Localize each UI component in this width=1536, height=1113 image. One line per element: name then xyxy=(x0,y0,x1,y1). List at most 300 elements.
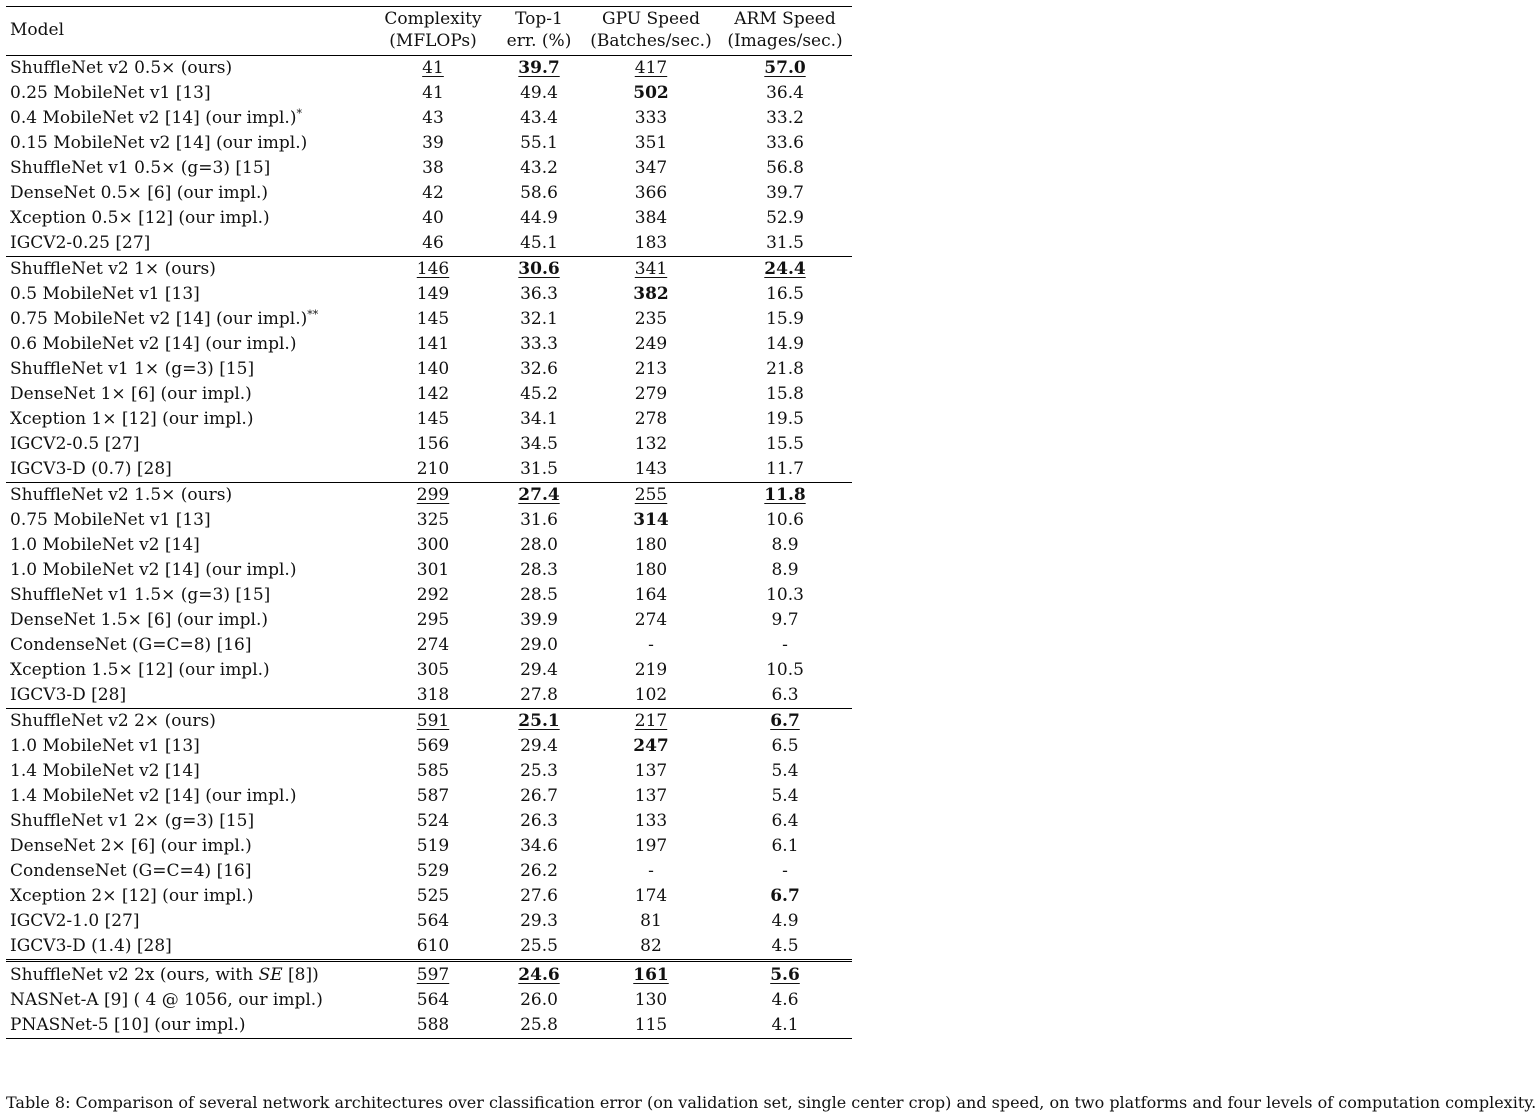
cell-model xyxy=(6,1013,372,1039)
table-row xyxy=(6,231,852,257)
cell-gpu xyxy=(584,156,718,181)
cell-model xyxy=(6,357,372,382)
model-name: 0.75 MobileNet v1 [13] xyxy=(10,510,211,530)
cell-value: 5.4 xyxy=(771,786,799,806)
cell-complexity xyxy=(372,658,494,683)
cell-value: 133 xyxy=(634,811,668,831)
cell-model xyxy=(6,884,372,909)
table-row xyxy=(6,784,852,809)
cell-top1 xyxy=(494,683,584,709)
cell-arm xyxy=(718,934,852,961)
cell-value: 33.3 xyxy=(520,334,558,354)
table-row xyxy=(6,257,852,283)
cell-arm xyxy=(718,709,852,735)
table-row xyxy=(6,483,852,509)
cell-arm xyxy=(718,307,852,332)
cell-top1 xyxy=(494,934,584,961)
cell-gpu xyxy=(584,608,718,633)
cell-value: 27.8 xyxy=(520,685,558,705)
model-name: IGCV2-0.25 [27] xyxy=(10,233,151,253)
cell-value: 82 xyxy=(640,936,662,956)
cell-complexity xyxy=(372,961,494,989)
table-row xyxy=(6,282,852,307)
cell-value: 564 xyxy=(416,911,450,931)
cell-value: - xyxy=(782,861,788,881)
cell-value: 384 xyxy=(634,208,668,228)
cell-arm xyxy=(718,558,852,583)
cell-value: 9.7 xyxy=(771,610,799,630)
cell-top1 xyxy=(494,181,584,206)
cell-model xyxy=(6,156,372,181)
model-name: ShuffleNet v2 0.5× (ours) xyxy=(10,58,233,78)
table-row xyxy=(6,608,852,633)
cell-value: 34.1 xyxy=(520,409,558,429)
cell-gpu xyxy=(584,407,718,432)
cell-gpu xyxy=(584,131,718,156)
cell-arm xyxy=(718,81,852,106)
cell-top1 xyxy=(494,583,584,608)
cell-value: 145 xyxy=(416,309,450,329)
cell-gpu xyxy=(584,307,718,332)
model-name-part: [8]) xyxy=(282,965,319,985)
cell-top1 xyxy=(494,483,584,509)
cell-value: 279 xyxy=(634,384,668,404)
cell-value: 197 xyxy=(634,836,668,856)
cell-value: 44.9 xyxy=(520,208,558,228)
cell-gpu xyxy=(584,483,718,509)
header-arm-speed xyxy=(718,7,852,56)
table-row xyxy=(6,81,852,106)
cell-value: 5.6 xyxy=(770,965,800,985)
cell-value: 180 xyxy=(634,560,668,580)
comparison-table xyxy=(6,6,852,1039)
model-name: CondenseNet (G=C=4) [16] xyxy=(10,861,252,881)
final-row-group xyxy=(6,961,852,1039)
cell-value: 292 xyxy=(416,585,450,605)
model-name: Xception 2× [12] (our impl.) xyxy=(10,886,254,906)
cell-value: 15.8 xyxy=(766,384,804,404)
cell-top1 xyxy=(494,457,584,483)
cell-top1 xyxy=(494,156,584,181)
cell-value: 11.8 xyxy=(764,485,806,505)
table-row xyxy=(6,357,852,382)
cell-value: 255 xyxy=(634,485,668,505)
model-name: ShuffleNet v1 2× (g=3) [15] xyxy=(10,811,255,831)
row-group xyxy=(6,483,852,709)
cell-gpu xyxy=(584,834,718,859)
cell-top1 xyxy=(494,206,584,231)
cell-top1 xyxy=(494,809,584,834)
cell-gpu xyxy=(584,658,718,683)
table-row xyxy=(6,1013,852,1039)
cell-value: 33.2 xyxy=(766,108,804,128)
cell-value: 34.6 xyxy=(520,836,558,856)
cell-value: 137 xyxy=(634,761,668,781)
cell-model xyxy=(6,859,372,884)
cell-value: 299 xyxy=(416,485,450,505)
cell-model xyxy=(6,81,372,106)
cell-value: 43.2 xyxy=(520,158,558,178)
table-row xyxy=(6,457,852,483)
cell-gpu xyxy=(584,859,718,884)
cell-model xyxy=(6,633,372,658)
model-name: DenseNet 1× [6] (our impl.) xyxy=(10,384,252,404)
cell-model xyxy=(6,457,372,483)
cell-arm xyxy=(718,834,852,859)
cell-model xyxy=(6,332,372,357)
cell-value: 26.7 xyxy=(520,786,558,806)
cell-model xyxy=(6,257,372,283)
cell-model xyxy=(6,683,372,709)
cell-top1 xyxy=(494,834,584,859)
model-name: 0.15 MobileNet v2 [14] (our impl.) xyxy=(10,133,308,153)
cell-model xyxy=(6,231,372,257)
cell-complexity xyxy=(372,558,494,583)
cell-value: 26.0 xyxy=(520,990,558,1010)
cell-model xyxy=(6,658,372,683)
cell-model xyxy=(6,784,372,809)
model-name: ShuffleNet v1 0.5× (g=3) [15] xyxy=(10,158,271,178)
model-name: ShuffleNet v2 2× (ours) xyxy=(10,711,216,731)
cell-value: 28.0 xyxy=(520,535,558,555)
cell-value: 57.0 xyxy=(764,58,806,78)
cell-value: 26.3 xyxy=(520,811,558,831)
cell-value: 15.9 xyxy=(766,309,804,329)
cell-model xyxy=(6,533,372,558)
cell-value: 278 xyxy=(634,409,668,429)
cell-gpu xyxy=(584,784,718,809)
cell-complexity xyxy=(372,483,494,509)
cell-gpu xyxy=(584,332,718,357)
model-name: CondenseNet (G=C=8) [16] xyxy=(10,635,252,655)
cell-top1 xyxy=(494,257,584,283)
cell-complexity xyxy=(372,1013,494,1039)
cell-value: 180 xyxy=(634,535,668,555)
cell-value: 274 xyxy=(416,635,450,655)
cell-value: 140 xyxy=(416,359,450,379)
model-name: 0.75 MobileNet v2 [14] (our impl.) xyxy=(10,309,308,329)
cell-value: 16.5 xyxy=(766,284,804,304)
cell-model xyxy=(6,988,372,1013)
cell-complexity xyxy=(372,206,494,231)
cell-value: 141 xyxy=(416,334,450,354)
cell-arm xyxy=(718,407,852,432)
footnote-marker: ** xyxy=(307,308,319,321)
cell-complexity xyxy=(372,734,494,759)
cell-gpu xyxy=(584,809,718,834)
cell-complexity xyxy=(372,683,494,709)
cell-value: 29.0 xyxy=(520,635,558,655)
table-row xyxy=(6,558,852,583)
cell-model xyxy=(6,508,372,533)
cell-value: 31.5 xyxy=(520,459,558,479)
cell-value: 10.6 xyxy=(766,510,804,530)
header-model: Model xyxy=(10,20,65,40)
cell-value: - xyxy=(648,861,654,881)
cell-model xyxy=(6,909,372,934)
cell-value: 145 xyxy=(416,409,450,429)
footnote-marker: * xyxy=(296,107,302,120)
model-name: DenseNet 0.5× [6] (our impl.) xyxy=(10,183,269,203)
cell-model xyxy=(6,583,372,608)
cell-complexity xyxy=(372,834,494,859)
cell-arm xyxy=(718,457,852,483)
cell-model xyxy=(6,709,372,735)
cell-model xyxy=(6,834,372,859)
model-name: ShuffleNet v2 1.5× (ours) xyxy=(10,485,233,505)
table-row xyxy=(6,583,852,608)
header-complexity-line1: Complexity xyxy=(384,9,482,29)
table-row xyxy=(6,332,852,357)
cell-value: 164 xyxy=(634,585,668,605)
cell-top1 xyxy=(494,859,584,884)
cell-arm xyxy=(718,784,852,809)
header-complexity-line2: (MFLOPs) xyxy=(389,31,477,51)
cell-complexity xyxy=(372,934,494,961)
cell-value: 115 xyxy=(634,1015,668,1035)
cell-value: 174 xyxy=(634,886,668,906)
cell-complexity xyxy=(372,633,494,658)
cell-value: 8.9 xyxy=(771,560,799,580)
cell-value: 31.6 xyxy=(520,510,558,530)
cell-top1 xyxy=(494,988,584,1013)
cell-value: 21.8 xyxy=(766,359,804,379)
cell-value: 27.4 xyxy=(518,485,560,505)
cell-arm xyxy=(718,683,852,709)
cell-value: 10.3 xyxy=(766,585,804,605)
cell-gpu xyxy=(584,106,718,131)
cell-value: 46 xyxy=(422,233,444,253)
cell-arm xyxy=(718,483,852,509)
cell-value: 210 xyxy=(416,459,450,479)
cell-gpu xyxy=(584,583,718,608)
cell-arm xyxy=(718,633,852,658)
cell-complexity xyxy=(372,332,494,357)
cell-complexity xyxy=(372,307,494,332)
cell-value: 235 xyxy=(634,309,668,329)
cell-complexity xyxy=(372,156,494,181)
cell-model xyxy=(6,56,372,82)
model-name: DenseNet 2× [6] (our impl.) xyxy=(10,836,252,856)
cell-value: 146 xyxy=(416,259,450,279)
model-name: 1.4 MobileNet v2 [14] (our impl.) xyxy=(10,786,297,806)
model-name: 0.6 MobileNet v2 [14] (our impl.) xyxy=(10,334,297,354)
cell-value: 32.6 xyxy=(520,359,558,379)
table-row xyxy=(6,633,852,658)
cell-gpu xyxy=(584,206,718,231)
cell-top1 xyxy=(494,909,584,934)
cell-model xyxy=(6,608,372,633)
cell-arm xyxy=(718,131,852,156)
cell-model xyxy=(6,961,372,989)
cell-value: 587 xyxy=(416,786,450,806)
cell-value: 300 xyxy=(416,535,450,555)
cell-arm xyxy=(718,56,852,82)
cell-value: 49.4 xyxy=(520,83,558,103)
cell-value: 183 xyxy=(634,233,668,253)
header-arm-line2: (Images/sec.) xyxy=(727,31,843,51)
cell-gpu xyxy=(584,961,718,989)
cell-arm xyxy=(718,608,852,633)
cell-value: 149 xyxy=(416,284,450,304)
cell-arm xyxy=(718,156,852,181)
cell-value: 52.9 xyxy=(766,208,804,228)
cell-value: 19.5 xyxy=(766,409,804,429)
cell-model xyxy=(6,934,372,961)
cell-value: 41 xyxy=(422,58,444,78)
cell-complexity xyxy=(372,884,494,909)
model-name: Xception 1× [12] (our impl.) xyxy=(10,409,254,429)
cell-value: 26.2 xyxy=(520,861,558,881)
header-gpu-line2: (Batches/sec.) xyxy=(590,31,712,51)
cell-top1 xyxy=(494,131,584,156)
cell-gpu xyxy=(584,734,718,759)
cell-model xyxy=(6,282,372,307)
cell-value: 8.9 xyxy=(771,535,799,555)
cell-value: 11.7 xyxy=(766,459,804,479)
table-row xyxy=(6,156,852,181)
cell-value: 4.9 xyxy=(771,911,799,931)
cell-top1 xyxy=(494,1013,584,1039)
cell-complexity xyxy=(372,709,494,735)
cell-gpu xyxy=(584,709,718,735)
cell-complexity xyxy=(372,608,494,633)
cell-complexity xyxy=(372,231,494,257)
cell-top1 xyxy=(494,658,584,683)
model-name: 0.4 MobileNet v2 [14] (our impl.) xyxy=(10,108,297,128)
header-complexity xyxy=(372,7,494,56)
model-name: ShuffleNet v1 1.5× (g=3) [15] xyxy=(10,585,271,605)
cell-gpu xyxy=(584,181,718,206)
cell-complexity xyxy=(372,988,494,1013)
cell-top1 xyxy=(494,357,584,382)
cell-top1 xyxy=(494,734,584,759)
cell-top1 xyxy=(494,332,584,357)
cell-top1 xyxy=(494,282,584,307)
cell-value: 14.9 xyxy=(766,334,804,354)
header-top1-line1: Top-1 xyxy=(515,9,563,29)
table-row xyxy=(6,206,852,231)
cell-value: 274 xyxy=(634,610,668,630)
cell-value: 43.4 xyxy=(520,108,558,128)
cell-gpu xyxy=(584,683,718,709)
cell-value: 588 xyxy=(416,1015,450,1035)
cell-arm xyxy=(718,181,852,206)
cell-arm xyxy=(718,759,852,784)
cell-complexity xyxy=(372,81,494,106)
cell-gpu xyxy=(584,533,718,558)
cell-value: - xyxy=(782,635,788,655)
table-caption: Table 8: Comparison of several network architectures over classification error (on validation set, single center crop) and speed, on two platforms and four levels of computation complexity. xyxy=(6,1093,1536,1112)
cell-value: 525 xyxy=(416,886,450,906)
cell-complexity xyxy=(372,583,494,608)
model-name: IGCV3-D (0.7) [28] xyxy=(10,459,172,479)
cell-arm xyxy=(718,1013,852,1039)
cell-value: 42 xyxy=(422,183,444,203)
cell-complexity xyxy=(372,909,494,934)
cell-value: 4.1 xyxy=(771,1015,799,1035)
cell-arm xyxy=(718,106,852,131)
table-row xyxy=(6,734,852,759)
cell-value: 24.4 xyxy=(764,259,806,279)
model-name: 1.0 MobileNet v2 [14] (our impl.) xyxy=(10,560,297,580)
table-row xyxy=(6,658,852,683)
cell-value: 6.5 xyxy=(771,736,799,756)
cell-value: 301 xyxy=(416,560,450,580)
model-name: IGCV3-D [28] xyxy=(10,685,127,705)
model-name: IGCV2-1.0 [27] xyxy=(10,911,140,931)
cell-value: 25.8 xyxy=(520,1015,558,1035)
cell-complexity xyxy=(372,282,494,307)
cell-top1 xyxy=(494,709,584,735)
row-group xyxy=(6,56,852,257)
cell-complexity xyxy=(372,407,494,432)
cell-top1 xyxy=(494,961,584,989)
cell-value: 29.4 xyxy=(520,660,558,680)
cell-arm xyxy=(718,658,852,683)
table-row xyxy=(6,181,852,206)
cell-arm xyxy=(718,257,852,283)
header-top1-line2: err. (%) xyxy=(506,31,572,51)
cell-arm xyxy=(718,533,852,558)
model-name: 0.5 MobileNet v1 [13] xyxy=(10,284,200,304)
cell-gpu xyxy=(584,357,718,382)
table-row xyxy=(6,909,852,934)
cell-top1 xyxy=(494,307,584,332)
model-name: 1.0 MobileNet v2 [14] xyxy=(10,535,200,555)
cell-value: 314 xyxy=(633,510,669,530)
cell-arm xyxy=(718,961,852,989)
cell-gpu xyxy=(584,1013,718,1039)
model-name: IGCV2-0.5 [27] xyxy=(10,434,140,454)
cell-value: 45.2 xyxy=(520,384,558,404)
cell-model xyxy=(6,483,372,509)
cell-arm xyxy=(718,231,852,257)
cell-complexity xyxy=(372,533,494,558)
model-name: NASNet-A [9] ( 4 @ 1056, our impl.) xyxy=(10,990,323,1010)
cell-complexity xyxy=(372,809,494,834)
cell-arm xyxy=(718,432,852,457)
cell-value: 58.6 xyxy=(520,183,558,203)
table-row xyxy=(6,934,852,961)
cell-value: 219 xyxy=(634,660,668,680)
cell-value: 569 xyxy=(416,736,450,756)
header-top1 xyxy=(494,7,584,56)
cell-arm xyxy=(718,583,852,608)
cell-top1 xyxy=(494,106,584,131)
cell-model xyxy=(6,181,372,206)
cell-complexity xyxy=(372,859,494,884)
cell-complexity xyxy=(372,432,494,457)
cell-value: 382 xyxy=(633,284,669,304)
cell-top1 xyxy=(494,81,584,106)
cell-gpu xyxy=(584,759,718,784)
cell-gpu xyxy=(584,934,718,961)
cell-value: 29.4 xyxy=(520,736,558,756)
cell-value: 341 xyxy=(634,259,668,279)
table-row xyxy=(6,709,852,735)
cell-top1 xyxy=(494,231,584,257)
cell-complexity xyxy=(372,131,494,156)
cell-value: 585 xyxy=(416,761,450,781)
cell-value: 161 xyxy=(633,965,669,985)
cell-value: 25.3 xyxy=(520,761,558,781)
table-header xyxy=(6,7,852,56)
cell-value: 217 xyxy=(634,711,668,731)
model-name: Xception 0.5× [12] (our impl.) xyxy=(10,208,270,228)
cell-top1 xyxy=(494,784,584,809)
table-row xyxy=(6,961,852,989)
